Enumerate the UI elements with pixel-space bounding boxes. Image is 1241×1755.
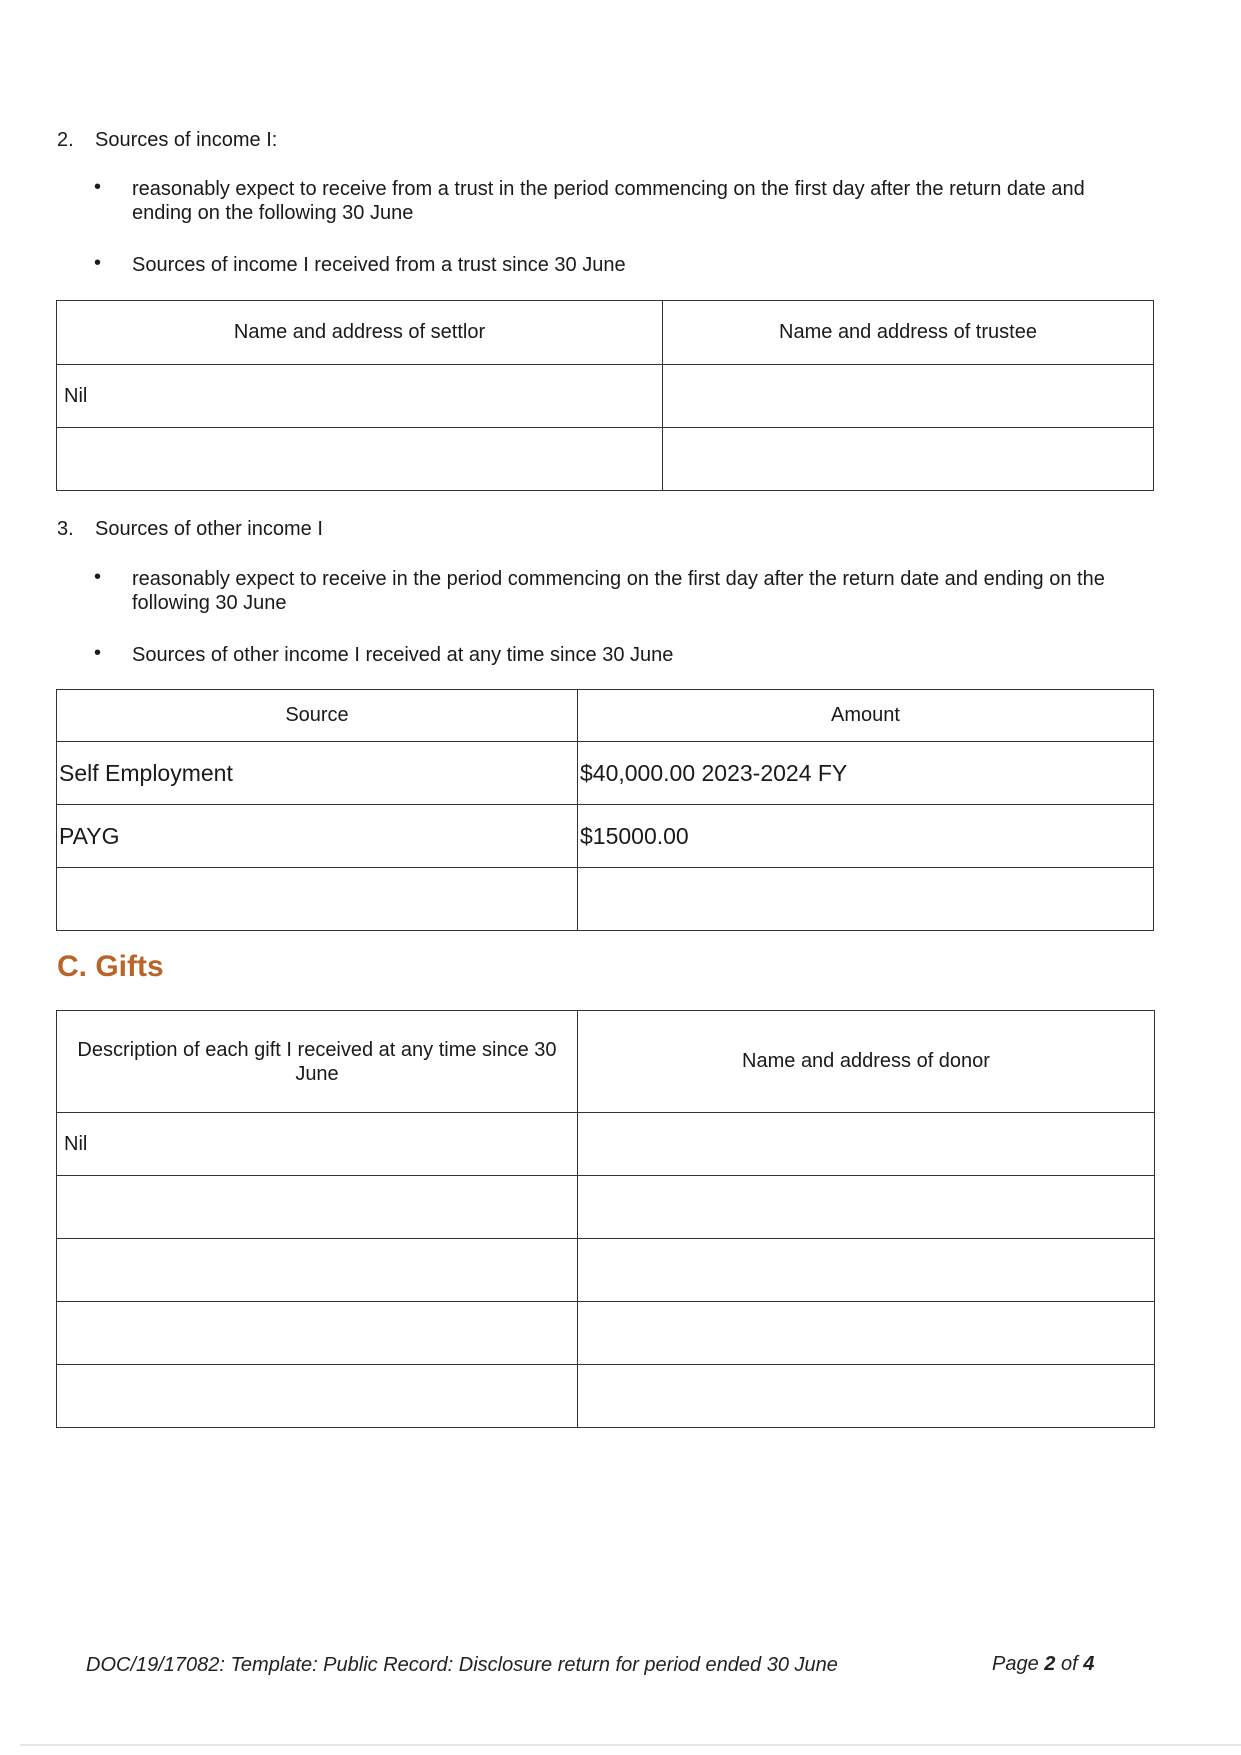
page-current: 2 <box>1044 1653 1056 1675</box>
table-cell: Nil <box>57 1113 578 1176</box>
page-edge-divider <box>20 1744 1241 1746</box>
table-cell <box>57 428 663 491</box>
table-cell <box>663 365 1154 428</box>
table-cell <box>57 868 578 931</box>
page-prefix: Page <box>992 1653 1045 1675</box>
table-cell: $15000.00 <box>578 805 1154 868</box>
table-cell: $40,000.00 2023-2024 FY <box>578 742 1154 805</box>
table-cell <box>578 1302 1155 1365</box>
source-header: Source <box>57 690 578 742</box>
table-cell <box>663 428 1154 491</box>
table-cell <box>578 1176 1155 1239</box>
section-2-bullet-1-line-1: reasonably expect to receive from a trust in the period commencing on the first day after the return date and <box>132 178 1085 200</box>
bullet-dot: • <box>94 566 102 588</box>
trust-income-table <box>56 300 1154 491</box>
table-cell <box>578 1365 1155 1428</box>
other-income-table <box>56 689 1154 931</box>
bullet-dot: • <box>94 176 102 198</box>
table-cell: PAYG <box>57 805 578 868</box>
table-cell <box>57 1302 578 1365</box>
section-3-bullet-2: Sources of other income I received at any time since 30 June <box>132 644 674 666</box>
table-cell <box>57 1176 578 1239</box>
bullet-dot: • <box>94 252 102 274</box>
table-cell <box>57 1365 578 1428</box>
section-3-bullet-1-line-2: following 30 June <box>132 592 287 614</box>
table-cell: Self Employment <box>57 742 578 805</box>
trustee-header: Name and address of trustee <box>663 301 1154 365</box>
section-2-title: Sources of income I: <box>95 129 278 151</box>
amount-header: Amount <box>578 690 1154 742</box>
table-cell <box>57 1239 578 1302</box>
settlor-header: Name and address of settlor <box>57 301 663 365</box>
page-total: 4 <box>1083 1653 1095 1675</box>
table-cell <box>578 868 1154 931</box>
section-2-bullet-1-line-2: ending on the following 30 June <box>132 202 414 224</box>
footer-page-number <box>992 1653 1094 1676</box>
bullet-dot: • <box>94 642 102 664</box>
table-cell <box>578 1113 1155 1176</box>
section-3-title: Sources of other income I <box>95 518 323 540</box>
table-cell: Nil <box>57 365 663 428</box>
table-cell <box>578 1239 1155 1302</box>
footer-doc-reference: DOC/19/17082: Template: Public Record: Disclosure return for period ended 30 June <box>86 1654 838 1676</box>
donor-header: Name and address of donor <box>578 1011 1155 1113</box>
gifts-table <box>56 1010 1155 1428</box>
page-of: of <box>1055 1653 1084 1675</box>
gifts-heading: C. Gifts <box>57 950 164 983</box>
gift-description-header: Description of each gift I received at any time since 30 June <box>57 1011 578 1113</box>
section-2-number: 2. <box>57 129 74 151</box>
section-2-bullet-2: Sources of income I received from a trust since 30 June <box>132 254 626 276</box>
section-3-number: 3. <box>57 518 74 540</box>
section-3-bullet-1-line-1: reasonably expect to receive in the period commencing on the first day after the return date and ending on the <box>132 568 1105 590</box>
